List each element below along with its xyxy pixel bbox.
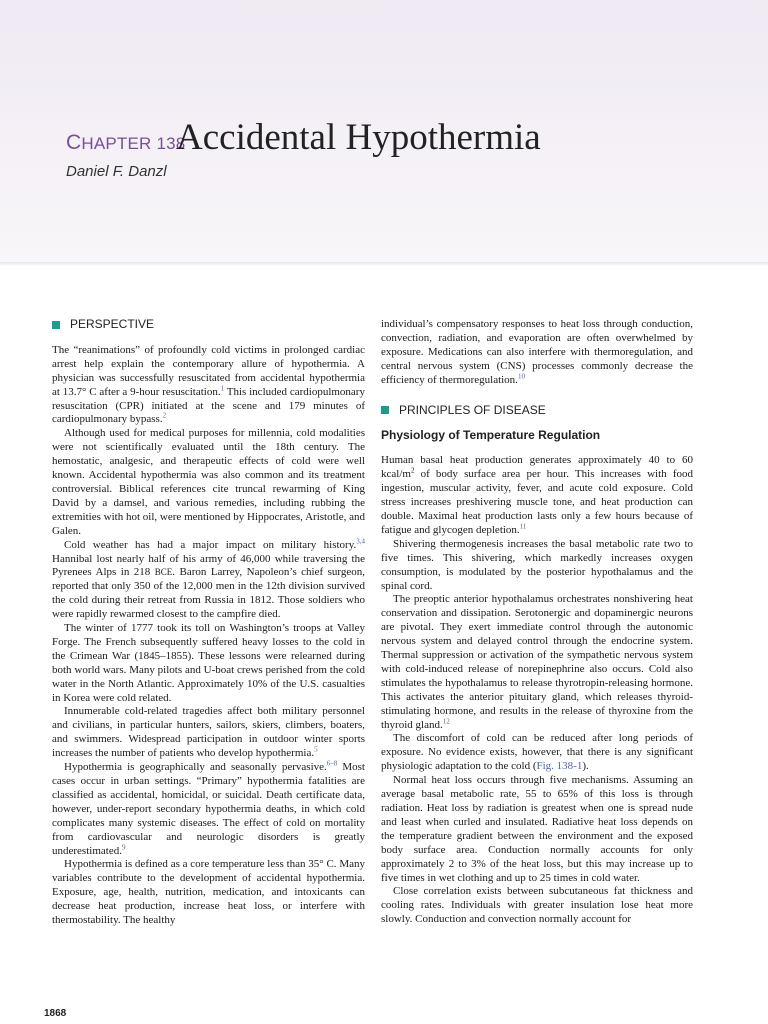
paragraph: Cold weather has had a major impact on military history.$^{3,4}$ Hannibal lost nearly half of his army of 46,000 while traversing the Pyrenees Alps in 218 BCE. Baron Larrey, Napoleon’s chief surgeon, reported that only 350 of the 12,000 men in the 12th division survived the cold during their retreat from Russia in 1812. Those soldiers who were rapidly rewarmed closest to the campfire died. [52, 536, 365, 621]
paragraph: individual’s compensatory responses to heat loss through conduction, convection, radiation, and evaporation are often overwhelmed by exposure. Medications can also interfere with thermoregulation, and central nervous system (CNS) processes commonly decrease the efficiency of thermoregulation.$^{10}$ [381, 318, 693, 386]
reference-link[interactable]: 12 [442, 716, 450, 725]
paragraph: The discomfort of cold can be reduced after long periods of exposure. No evidence exists, however, that there is any significant physiologic adaptation to the cold (Fig. 138-1). [381, 732, 693, 773]
paragraph: The preoptic anterior hypothalamus orchestrates nonshivering heat conservation and dissipation. Serotonergic and dopaminergic neurons are pivotal. They exert immediate control through the autonomic nervous system and delayed control through the endocrine system. Thermal suppression or activation of the sympathetic nervous system with cold-induced release of norepinephrine also occurs. Cold also stimulates the hypothalamus to release thyrotropin-releasing hormone. This activates the anterior pituitary gland, which releases thyroid-stimulating hormone, and results in the release of thyroxine from the thyroid gland.$^{12}$ [381, 593, 693, 731]
left-column [52, 318, 365, 928]
reference-link[interactable]: 6–8 [326, 759, 338, 768]
paragraph: Hypothermia is defined as a core temperature less than 35° C. Many variables contribute to the development of accidental hypothermia. Exposure, age, health, nutrition, medication, and intoxicants can decrease heat production, increase heat loss, or interfere with thermostability. The healthy [52, 858, 365, 927]
paragraph: Normal heat loss occurs through five mechanisms. Assuming an average basal metabolic rate, 55 to 65% of this loss is through radiation. Heat loss by radiation is greatest when one is spread nude and least when curled and insulated. Radiative heat loss depends on the temperature gradient between the environment and the exposed body surface area. Conduction normally accounts for only approximately 2 to 3% of the heat loss, but this may increase up to five times in wet clothing and up to 25 times in cold water. [381, 774, 693, 884]
paragraph: Hypothermia is geographically and seasonally pervasive.$^{6-8}$ Most cases occur in urban settings. “Primary” hypothermia fatalities are classified as accidental, homicidal, or suicidal. Death certificate data, however, under-report secondary hypothermia deaths, in which cold complicates many systemic diseases. The effect of cold on mortality from cardiovascular and neurologic disorders is greatly underestimated.$^9$ [52, 759, 365, 857]
section-heading-text: PRINCIPLES OF DISEASE [399, 402, 546, 417]
reference-link[interactable]: 9 [121, 842, 126, 851]
author-name: Daniel F. Danzl [66, 163, 167, 180]
section-heading-text: PERSPECTIVE [70, 317, 155, 331]
section-heading-principles [381, 404, 693, 418]
chapter-title: Accidental Hypothermia [176, 117, 541, 158]
figure-link[interactable]: Fig. 138-1 [536, 760, 583, 773]
paragraph: Close correlation exists between subcutaneous fat thickness and cooling rates. Individuals with greater insulation lose heat more slowly. Conduction and convection normally account for [381, 885, 693, 926]
reference-link[interactable]: 2 [162, 411, 167, 420]
section-heading-perspective [52, 318, 365, 332]
reference-link[interactable]: 10 [517, 371, 525, 380]
reference-link[interactable]: 3,4 [356, 536, 365, 545]
chapter-label-initial: C [66, 131, 82, 154]
page-number: 1868 [44, 1008, 67, 1019]
subsection-heading: Physiology of Temperature Regulation [381, 428, 601, 443]
paragraph: The winter of 1777 took its toll on Washington’s troops at Valley Forge. The French subsequently suffered heavy losses to the cold in the Crimean War (1845–1855). These lessons were relearned during both world wars. Many pilots and U-boat crews perished from the cold water in the North Atlantic. Approximately 10% of the U.S. casualties in Korea were cold related. [52, 622, 365, 704]
section-marker-icon [52, 321, 60, 329]
reference-link[interactable]: 1 [220, 383, 225, 392]
header-divider [0, 262, 768, 266]
paragraph: The “reanimations” of profoundly cold victims in prolonged cardiac arrest help explain the contemporary allure of hypothermia. A physician was successfully resuscitated from accidental hypothermia at 13.7° C after a 9-hour resuscitation.$^1$ This included cardiopulmonary resuscitation (CPR) initiated at the scene and 179 minutes of cardiopulmonary bypass.$^2$ [52, 343, 365, 426]
chapter-label-rest: HAPTER 138 [81, 134, 186, 153]
paragraph: Shivering thermogenesis increases the basal metabolic rate two to five times. This shivering, which markedly increases oxygen consumption, is modulated by the posterior hypothalamus and the spinal cord. [381, 537, 693, 592]
reference-link[interactable]: 11 [519, 522, 527, 531]
paragraph: Human basal heat production generates approximately 40 to 60 kcal/$m^2$ of body surface area per hour. This increases with food ingestion, muscular activity, fever, and acute cold exposure. Cold stress increases preshivering muscle tone, and heat production can double. Maximal heat production lasts only a few hours because of fatigue and glycogen depletion.$^{11}$ [381, 454, 693, 536]
right-column [381, 318, 693, 927]
chapter-label [66, 131, 185, 155]
section-marker-icon [381, 406, 389, 414]
reference-link[interactable]: 5 [314, 745, 318, 754]
paragraph: Innumerable cold-related tragedies affect both military personnel and civilians, in particular hunters, sailors, skiers, climbers, boaters, and swimmers. Widespread participation in outdoor winter sports increases the number of patients who develop hypothermia.$^5$ [52, 705, 365, 760]
paragraph: Although used for medical purposes for millennia, cold modalities were not scientifically evaluated until the 18th century. The hemostatic, analgesic, and therapeutic effects of cold were well known. Accidental hypothermia was also common and its treatment controversial. Biblical references cite truncal rewarming of King David by a damsel, and various remedies, including rubbing the extremities with hot oil, were mentioned by Hippocrates, Aristotle, and Galen. [52, 427, 365, 537]
